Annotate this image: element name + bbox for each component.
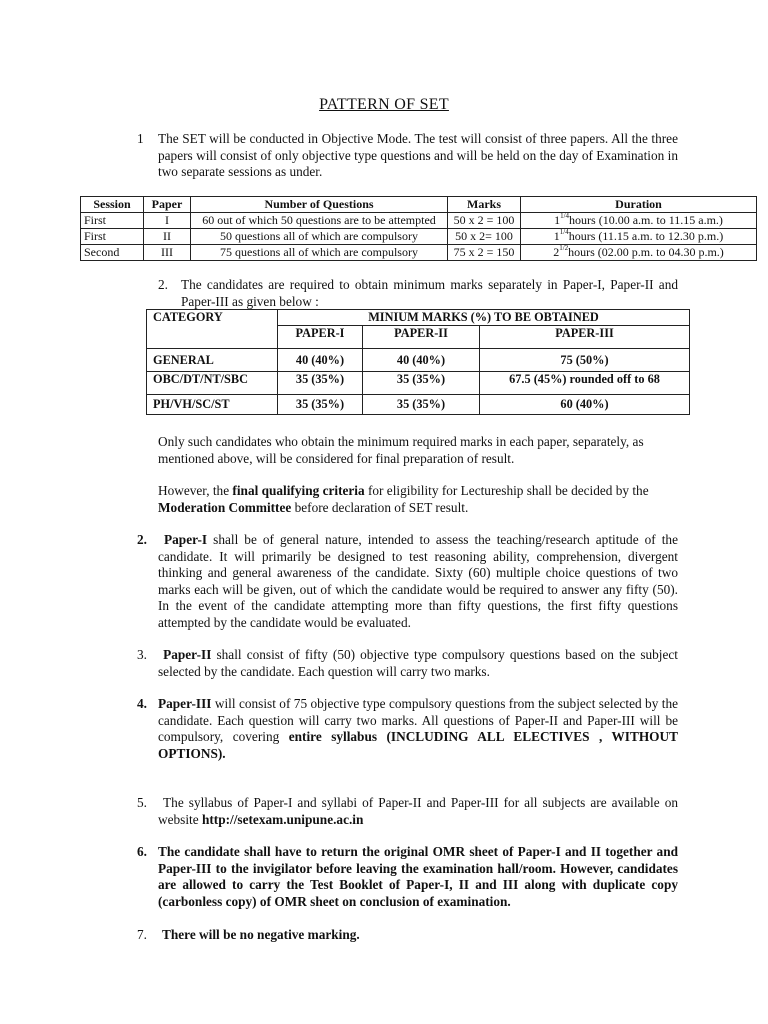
cell-questions: 60 out of which 50 questions are to be attempted [191,213,448,229]
table-row [147,372,690,395]
cell-paper-1: 35 (35%) [278,395,363,415]
item-7-number: 7. [137,927,147,942]
item-6-text: The candidate shall have to return the original OMR sheet of Paper-I and II together and Paper-III to the invigilator before leaving the examination hall/room. However, candidates are allowed to carry the Test Booklet of Paper-I, II and III along with duplicate copy (carbonless copy) of OMR sheet on conclusion of examination. [158,844,678,909]
item-6-number: 6. [137,844,147,859]
table-row [147,349,690,372]
cell-duration: $2^{1/2}hours$ (02.00 p.m. to 04.30 p.m.) [521,245,757,261]
cell-category: GENERAL [147,349,278,372]
cell-paper-2: 40 (40%) [363,349,480,372]
table-header-row [147,310,690,326]
table-row [81,245,757,261]
header-category: CATEGORY [147,310,278,349]
table-row [81,213,757,229]
header-minimum-marks: MINIUM MARKS (%) TO BE OBTAINED [278,310,690,326]
header-paper: Paper [144,197,191,213]
table-row [81,229,757,245]
syllabus-link[interactable]: http://setexam.unipune.ac.in [201,811,364,827]
cell-marks: 75 x 2 = 150 [448,245,521,261]
cell-session: First [81,213,144,229]
item-5-number: 5. [137,795,147,810]
session-table-header [81,197,757,213]
cell-session: Second [81,245,144,261]
cell-paper-3: 67.5 (45%) rounded off to 68 [480,372,690,395]
cell-paper-3: 75 (50%) [480,349,690,372]
cell-paper-2: 35 (35%) [363,395,480,415]
item-2a-text: The candidates are required to obtain minimum marks separately in Paper-I, Paper-II and Paper-III as given below : [181,277,678,309]
header-paper-2: PAPER-II [363,326,480,349]
note-qualifying-criteria: However, the final qualifying criteria for eligibility for Lectureship shall be decided by the Moderation Committee before declaration of SET result. [158,483,649,515]
page-title: PATTERN OF SET [319,96,449,113]
cell-paper: I [144,213,191,229]
session-table [80,196,757,261]
cell-category: OBC/DT/NT/SBC [147,372,278,395]
header-paper-3: PAPER-III [480,326,690,349]
item-1-number: 1 [137,131,144,146]
cell-marks: 50 x 2 = 100 [448,213,521,229]
item-paper-3-number: 4. [137,696,147,711]
item-paper-2-text: Paper-II shall consist of fifty (50) objective type compulsory questions based on the subject selected by the candidate. Each question will carry two marks. [158,647,678,679]
cell-questions: 75 questions all of which are compulsory [191,245,448,261]
cell-duration: $1^{1/4}hours$ (10.00 a.m. to 11.15 a.m.) [521,213,757,229]
cell-duration: $1^{1/4}hours$ (11.15 a.m. to 12.30 p.m.) [521,229,757,245]
cell-category: PH/VH/SC/ST [147,395,278,415]
cell-paper-3: 60 (40%) [480,395,690,415]
item-paper-3-text: Paper-III will consist of 75 objective type compulsory questions from the subject selected by the candidate. Each question will carry two marks. All questions of Paper-II and Paper-III will be compulsory, covering entire syllabus (INCLUDING ALL ELECTIVES , WITHOUT OPTIONS). [158,696,678,761]
cell-paper-1: 40 (40%) [278,349,363,372]
cell-session: First [81,229,144,245]
minimum-marks-table [146,309,690,415]
item-paper-1-number: 2. [137,532,147,547]
cell-marks: 50 x 2= 100 [448,229,521,245]
header-session: Session [81,197,144,213]
header-questions: Number of Questions [191,197,448,213]
header-paper-1: PAPER-I [278,326,363,349]
item-paper-1-text: Paper-I shall be of general nature, intended to assess the teaching/research aptitude of the candidate. It will primarily be designed to test reasoning ability, comprehension, divergent thinking and general awareness of the candidate. Sixty (60) multiple choice questions of two marks each will be given, out of which the candidate would be required to answer any fifty (50). In the event of the candidate attempting more than fifty questions, the first fifty questions attempted by the candidate would be evaluated. [158,532,678,630]
item-2a-number: 2. [158,277,168,292]
cell-paper: II [144,229,191,245]
item-5-text: The syllabus of Paper-I and syllabi of Paper-II and Paper-III for all subjects are available on website http://setexam.unipune.ac.in [158,795,678,827]
header-duration: Duration [521,197,757,213]
item-paper-2-number: 3. [137,647,147,662]
header-marks: Marks [448,197,521,213]
item-7-text: There will be no negative marking. [162,927,360,942]
item-1-text: The SET will be conducted in Objective Mode. The test will consist of three papers. All the three papers will consist of only objective type questions and will be held on the day of Examination in two separate sessions as under. [158,131,678,179]
note-minimum-marks: Only such candidates who obtain the minimum required marks in each paper, separately, as mentioned above, will be considered for final preparation of result. [158,434,644,466]
cell-paper: III [144,245,191,261]
cell-paper-2: 35 (35%) [363,372,480,395]
cell-paper-1: 35 (35%) [278,372,363,395]
table-row [147,395,690,415]
cell-questions: 50 questions all of which are compulsory [191,229,448,245]
